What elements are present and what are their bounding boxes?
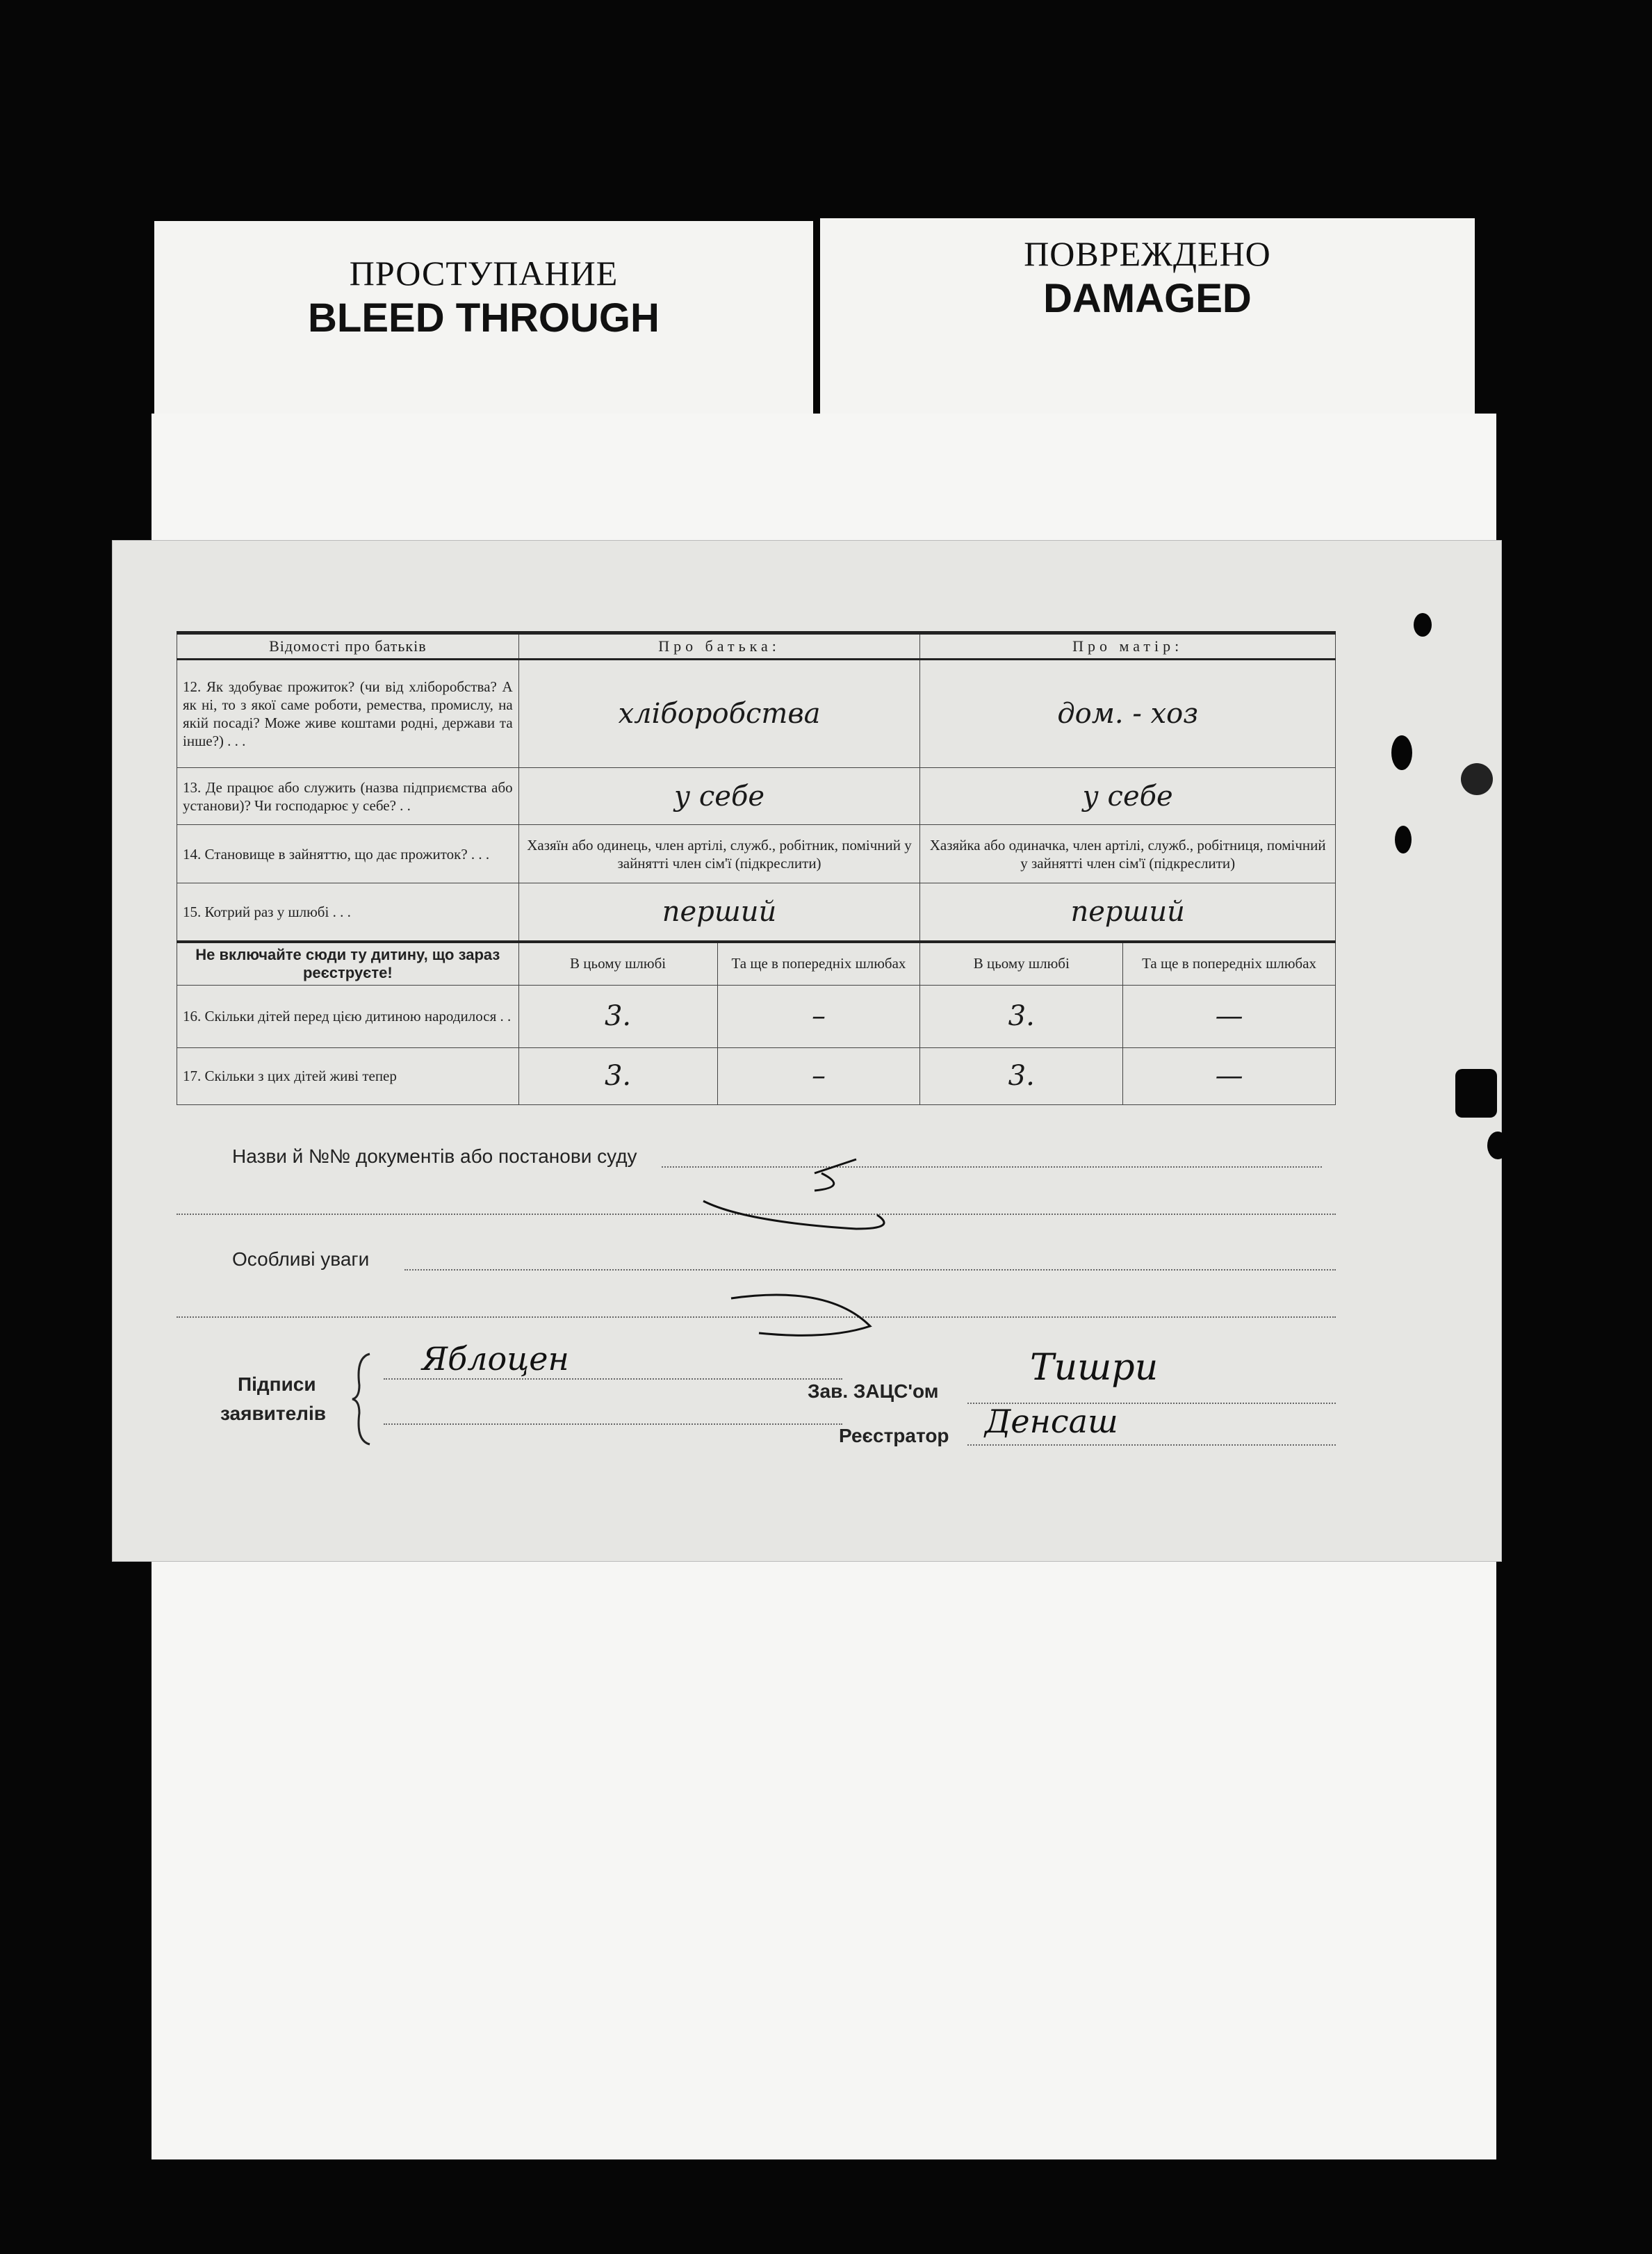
q17-father-prev: – [717, 1047, 920, 1104]
damage-hole [1487, 1132, 1508, 1159]
damage-tear [1455, 1069, 1497, 1118]
damage-hole [1391, 735, 1412, 770]
col-header-info: Відомості про батьків [177, 633, 519, 660]
head-signature: Тишри [1030, 1347, 1159, 1389]
col-header-father: Про батька: [518, 633, 920, 660]
question-15: 15. Котрий раз у шлюбі . . . [177, 883, 519, 942]
registrar-signature: Денсаш [985, 1403, 1118, 1440]
parents-table [177, 631, 1336, 1105]
father-occupation: хліборобства [518, 660, 920, 768]
q16-father-this: 3. [518, 985, 717, 1047]
applicants-label-2: заявителів [220, 1403, 326, 1424]
q16-father-prev: – [717, 985, 920, 1047]
question-12: 12. Як здобуває прожиток? (чи від хліборобства? А як ні, то з якої саме роботи, ремества, промислу, на якій посаді? Може живе коштами родні, держави та інше?) . . . [177, 660, 519, 768]
col-header-mother: Про матір: [920, 633, 1336, 660]
damaged-card [820, 218, 1475, 425]
brace-icon [349, 1350, 377, 1448]
q17-father-this: 3. [518, 1047, 717, 1104]
registrar-sign-line [967, 1444, 1336, 1446]
damage-hole [1395, 826, 1412, 854]
q17-mother-prev: — [1123, 1047, 1336, 1104]
question-14: 14. Становище в зайняттю, що дає прожиток? . . . [177, 825, 519, 883]
q16-mother-this: 3. [920, 985, 1123, 1047]
father-prev-marriage-header: Та ще в попередніх шлюбах [717, 942, 920, 986]
question-17: 17. Скільки з цих дітей живі тепер [177, 1047, 519, 1104]
pen-strokes [689, 1152, 981, 1389]
applicant-sign-line-2 [384, 1423, 842, 1425]
father-this-marriage-header: В цьому шлюбі [518, 942, 717, 986]
question-13: 13. Де працює або служить (назва підприємства або установи)? Чи господарює у себе? . . [177, 768, 519, 825]
father-status-options: Хазяїн або одинець, член артілі, служб., робітник, помічний у зайнятті член сім'ї (підкреслити) [518, 825, 920, 883]
bleed-through-en: BLEED THROUGH [308, 295, 660, 341]
damaged-en: DAMAGED [1043, 276, 1252, 321]
q17-mother-this: 3. [920, 1047, 1123, 1104]
damage-hole [1461, 763, 1493, 795]
head-label: Зав. ЗАЦС'ом [808, 1380, 939, 1402]
applicants-label-1: Підписи [238, 1373, 316, 1395]
father-workplace: у себе [518, 768, 920, 825]
documents-label: Назви й №№ документів або постанови суду [232, 1145, 637, 1167]
mother-occupation: дом. - хоз [920, 660, 1336, 768]
applicant-signature: Яблоцен [422, 1340, 569, 1378]
mother-prev-marriage-header: Та ще в попередніх шлюбах [1123, 942, 1336, 986]
mother-workplace: у себе [920, 768, 1336, 825]
bleed-through-card [154, 221, 813, 421]
notes-label: Особливі уваги [232, 1248, 370, 1270]
damage-hole [1414, 613, 1432, 637]
children-warning: Не включайте сюди ту дитину, що зараз реєструєте! [177, 942, 519, 986]
applicant-sign-line-1 [384, 1378, 842, 1380]
mother-status-options: Хазяйка або одиначка, член артілі, служб., робітниця, помічний у зайнятті член сім'ї (підкреслити) [920, 825, 1336, 883]
mother-marriage-count: перший [920, 883, 1336, 942]
father-marriage-count: перший [518, 883, 920, 942]
bleed-through-ru: ПРОСТУПАНИЕ [349, 254, 619, 293]
registrar-label: Реєстратор [839, 1425, 949, 1446]
registration-form [113, 541, 1501, 1561]
mother-this-marriage-header: В цьому шлюбі [920, 942, 1123, 986]
damaged-ru: ПОВРЕЖДЕНО [1024, 234, 1271, 273]
q16-mother-prev: — [1123, 985, 1336, 1047]
question-16: 16. Скільки дітей перед цією дитиною народилося . . [177, 985, 519, 1047]
